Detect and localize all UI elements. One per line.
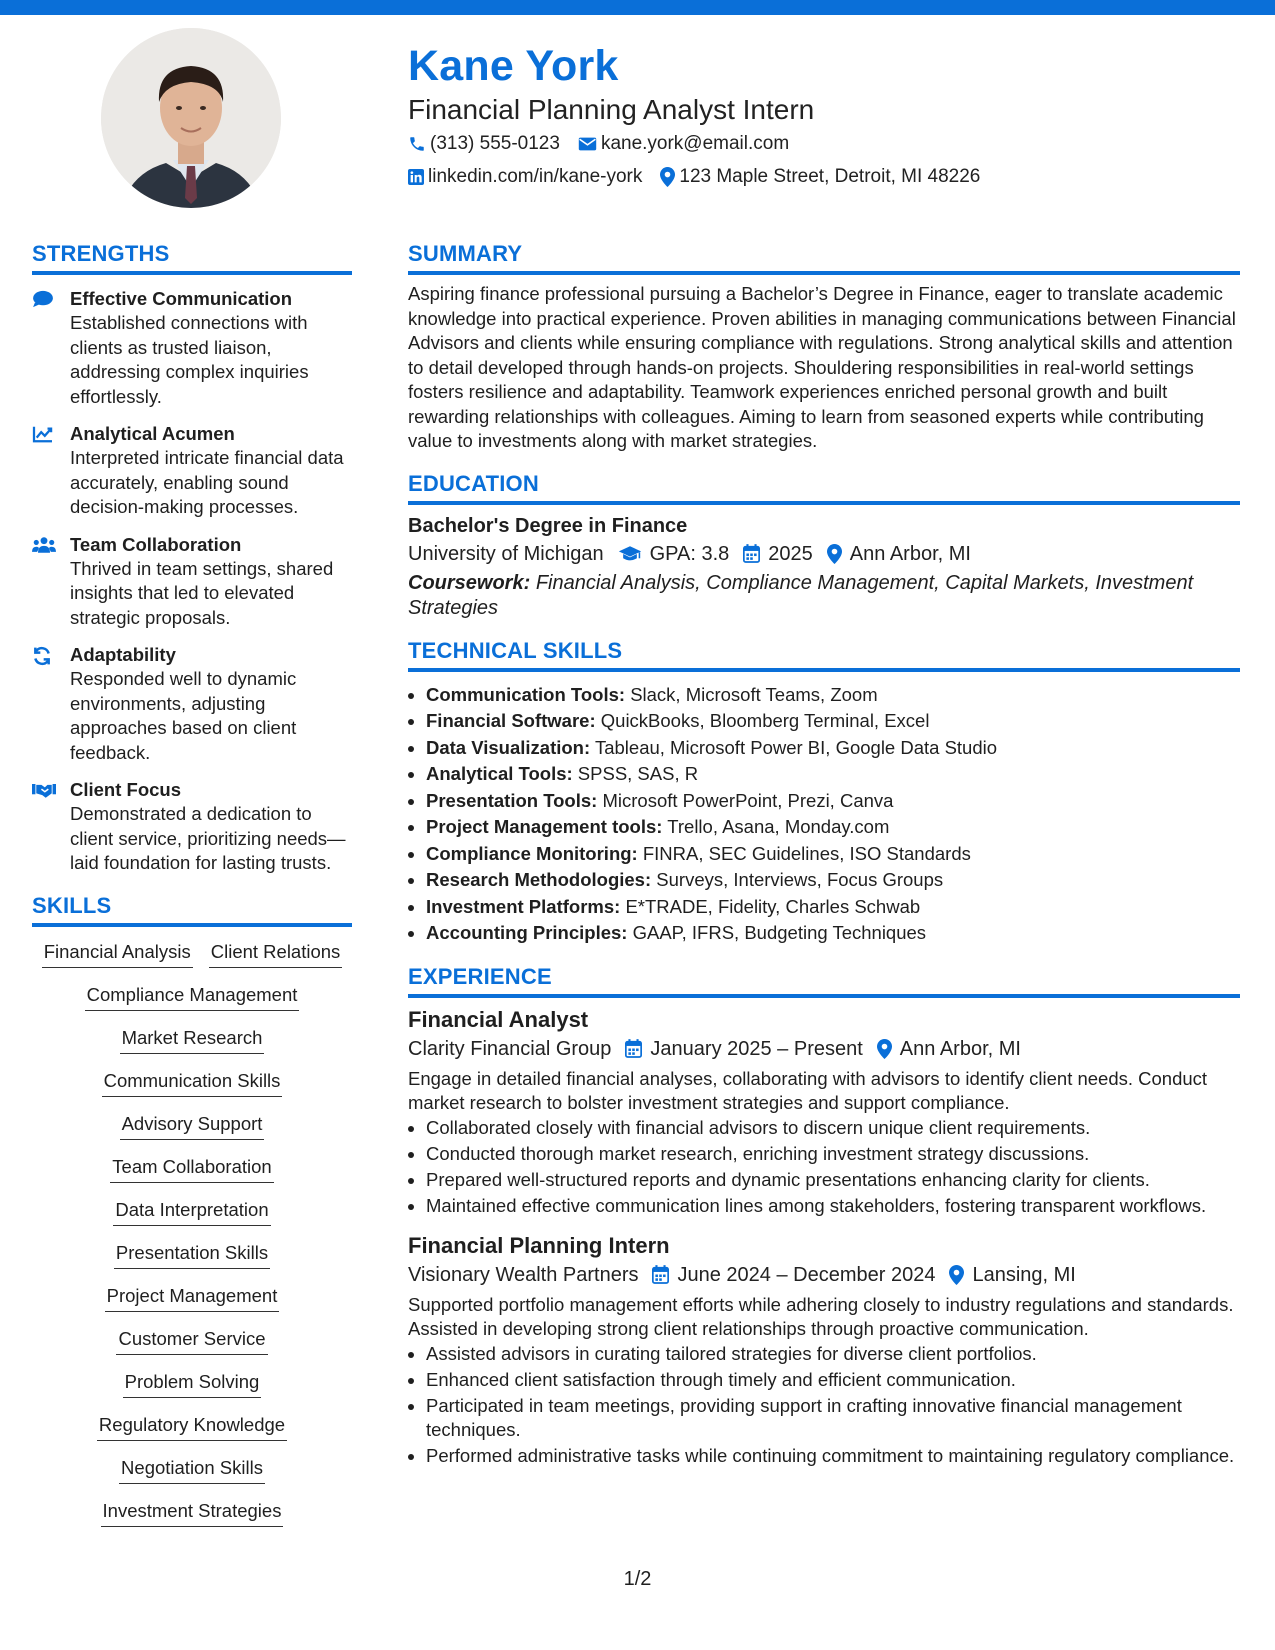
list-item: • Collaborated closely with financial advisors to discern unique client requirements. <box>426 1116 1240 1140</box>
job-description: Engage in detailed financial analyses, collaborating with advisors to identify client needs. Conduct market research to bolster investment strategies and support compliance. <box>408 1067 1208 1113</box>
tech-skill-label: Data Visualization: <box>426 736 591 758</box>
phone-text: (313) 555-0123 <box>430 133 560 154</box>
degree-title: Bachelor's Degree in Finance <box>408 514 688 537</box>
year-text: 2025 <box>768 542 813 565</box>
skill-tag: Presentation Skills <box>114 1242 270 1269</box>
list-item <box>426 735 1240 762</box>
tech-skill-value: Trello, Asana, Monday.com <box>667 816 890 837</box>
linkedin-contact[interactable] <box>408 165 642 189</box>
skill-tag: Client Relations <box>209 941 343 968</box>
list-item <box>426 894 1240 921</box>
job-dates <box>625 1034 862 1064</box>
list-item <box>426 920 1240 947</box>
strength-desc: Thrived in team settings, shared insights that led to elevated strategic proposals. <box>70 557 334 628</box>
candidate-name: Kane York <box>408 42 619 90</box>
education-meta <box>408 539 1240 569</box>
graduation-year <box>743 539 813 569</box>
strengths-list <box>32 287 352 876</box>
tech-skill-label: Accounting Principles: <box>426 922 628 943</box>
skill-tag: Market Research <box>120 1027 265 1054</box>
job-location <box>949 1260 1075 1290</box>
list-item: • Enhanced client satisfaction through timely and efficient communication. <box>426 1368 1240 1392</box>
calendar-icon <box>652 1265 669 1284</box>
tech-skill-label: Compliance Monitoring: <box>426 842 638 864</box>
strength-title: Client Focus <box>70 779 182 800</box>
company-name: Clarity Financial Group <box>408 1037 612 1060</box>
list-item: • Participated in team meetings, providing support in crafting innovative financial management techniques. <box>426 1394 1240 1442</box>
strength-desc: Demonstrated a dedication to client service, prioritizing needs—laid foundation for lasting trusts. <box>70 803 346 873</box>
tech-skill-value: E*TRADE, Fidelity, Charles Schwab <box>625 895 921 917</box>
location-pin-icon <box>827 544 842 564</box>
list-item: • Prepared well-structured reports and dynamic presentations enhancing clarity for clients. <box>426 1168 1240 1192</box>
job-bullets <box>408 1342 1240 1468</box>
job-location <box>877 1034 1021 1064</box>
top-accent-bar <box>0 0 1275 15</box>
linkedin-text: linkedin.com/in/kane-york <box>428 166 643 187</box>
strength-item <box>32 287 352 409</box>
phone-contact[interactable] <box>408 132 560 156</box>
gpa-text: GPA: 3.8 <box>649 542 730 565</box>
job-entry <box>408 1232 1240 1468</box>
job-title: Financial Analyst <box>408 1006 589 1032</box>
right-column <box>408 240 1240 1470</box>
dates-text: January 2025 – Present <box>650 1037 863 1060</box>
location-text: Lansing, MI <box>972 1263 1076 1286</box>
list-item <box>426 841 1240 868</box>
address-text: 123 Maple Street, Detroit, MI 48226 <box>679 166 981 187</box>
profile-photo <box>101 28 281 208</box>
strength-desc: Interpreted intricate financial data accurately, enabling sound decision-making processes. <box>70 447 344 517</box>
strength-title: Adaptability <box>70 644 176 665</box>
education-heading: EDUCATION <box>408 470 1240 505</box>
skill-tag: Investment Strategies <box>101 1500 284 1527</box>
strength-desc: Established connections with clients as trusted liaison, addressing complex inquiries effortlessly. <box>70 312 309 407</box>
tech-skill-label: Financial Software: <box>426 710 596 731</box>
strength-item <box>32 533 352 631</box>
job-meta <box>408 1034 1240 1064</box>
tech-skill-value: Microsoft PowerPoint, Prezi, Canva <box>602 789 894 811</box>
graduation-cap-icon <box>618 545 642 563</box>
skill-tag: Regulatory Knowledge <box>97 1414 287 1441</box>
skill-tag: Data Interpretation <box>113 1199 270 1226</box>
strength-item <box>32 778 352 876</box>
tech-skill-value: QuickBooks, Bloomberg Terminal, Excel <box>600 710 930 731</box>
education-location <box>827 539 971 569</box>
strength-title: Analytical Acumen <box>70 423 235 444</box>
skill-tag: Advisory Support <box>120 1113 265 1140</box>
list-item <box>426 682 1240 709</box>
calendar-icon <box>625 1039 642 1058</box>
strength-title: Effective Communication <box>70 288 293 309</box>
contact-row-1 <box>408 128 1228 160</box>
left-column <box>32 240 352 1543</box>
address-contact <box>660 165 980 189</box>
strength-title: Team Collaboration <box>70 533 242 555</box>
tech-skill-value: SPSS, SAS, R <box>577 763 699 784</box>
tech-skill-label: Analytical Tools: <box>426 763 573 784</box>
tech-skill-label: Project Management tools: <box>426 816 663 837</box>
tech-skill-label: Research Methodologies: <box>426 869 652 890</box>
skill-tag: Negotiation Skills <box>119 1457 265 1484</box>
skills-heading: SKILLS <box>32 892 352 927</box>
tech-skill-value: GAAP, IFRS, Budgeting Techniques <box>632 922 927 943</box>
strengths-heading: STRENGTHS <box>32 240 352 275</box>
contact-row-2 <box>408 161 1228 193</box>
job-dates <box>652 1260 935 1290</box>
skill-tag: Customer Service <box>116 1328 267 1355</box>
school-name: University of Michigan <box>408 542 604 565</box>
chat-bubble-icon <box>32 290 54 308</box>
phone-icon <box>408 135 426 153</box>
job-title: Financial Planning Intern <box>408 1232 670 1258</box>
job-bullets <box>408 1116 1240 1218</box>
email-contact[interactable] <box>578 132 789 156</box>
job-meta <box>408 1260 1240 1290</box>
technical-skills-list <box>408 682 1240 947</box>
tech-skill-value: FINRA, SEC Guidelines, ISO Standards <box>642 842 971 864</box>
strength-desc: Responded well to dynamic environments, adjusting approaches based on client feedback. <box>70 668 297 763</box>
tech-skill-label: Investment Platforms: <box>426 895 621 917</box>
tech-skill-value: Tableau, Microsoft Power BI, Google Data Studio <box>594 736 998 758</box>
skill-tag: Compliance Management <box>85 984 300 1011</box>
job-description: Supported portfolio management efforts while adhering closely to industry regulations and standards. Assisted in developing strong client relationships through proactive communication. <box>408 1293 1234 1339</box>
tech-skill-label: Presentation Tools: <box>426 789 598 811</box>
list-item: • Performed administrative tasks while continuing commitment to maintaining regulatory compliance. <box>426 1444 1240 1468</box>
technical-skills-heading: TECHNICAL SKILLS <box>408 637 1240 672</box>
list-item: • Assisted advisors in curating tailored strategies for diverse client portfolios. <box>426 1342 1240 1366</box>
strength-item <box>32 422 352 520</box>
company-name: Visionary Wealth Partners <box>408 1263 639 1286</box>
location-pin-icon <box>877 1039 892 1059</box>
gpa <box>618 539 730 569</box>
envelope-icon <box>578 136 597 152</box>
page-number: 1/2 <box>623 1568 652 1590</box>
dates-text: June 2024 – December 2024 <box>677 1263 936 1286</box>
location-pin-icon <box>949 1265 964 1285</box>
experience-heading: EXPERIENCE <box>408 963 1240 998</box>
job-entry <box>408 1006 1240 1218</box>
resume-header <box>408 40 1228 193</box>
tech-skill-value: Surveys, Interviews, Focus Groups <box>656 869 944 890</box>
coursework-label: Coursework: <box>408 571 531 594</box>
tech-skill-value: Slack, Microsoft Teams, Zoom <box>630 683 878 705</box>
list-item: • Maintained effective communication lines among stakeholders, fostering transparent workflows. <box>426 1194 1240 1218</box>
calendar-icon <box>743 544 760 563</box>
summary-text: Aspiring finance professional pursuing a Bachelor’s Degree in Finance, eager to translate academic knowledge into practical experience. Proven abilities in managing communications between Financial Advisors and clients while ensuring compliance with regulations. Strong analytical skills and attention to detail developed through hands-on projects. Shouldering responsibilities in real-world settings fosters resilience and adaptability. Teamwork experiences enriched personal growth and built rewarding relationships with colleagues. Aiming to learn from seasoned experts while contributing value to investments along with market strategies. <box>408 283 1236 451</box>
candidate-title: Financial Planning Analyst Intern <box>408 94 815 125</box>
linkedin-icon <box>408 169 424 185</box>
skill-tag: Team Collaboration <box>110 1156 273 1183</box>
list-item: • Conducted thorough market research, enriching investment strategy discussions. <box>426 1142 1240 1166</box>
sync-icon <box>32 646 52 666</box>
coursework <box>408 571 1240 621</box>
skills-list <box>32 941 352 1543</box>
users-icon <box>32 536 56 554</box>
line-chart-icon <box>32 425 54 443</box>
location-pin-icon <box>660 167 675 187</box>
skill-tag: Problem Solving <box>123 1371 262 1398</box>
list-item <box>426 761 1240 788</box>
location-text: Ann Arbor, MI <box>849 542 971 565</box>
handshake-icon <box>32 781 56 799</box>
list-item <box>426 788 1240 815</box>
tech-skill-label: Communication Tools: <box>426 683 626 705</box>
location-text: Ann Arbor, MI <box>899 1037 1021 1060</box>
list-item <box>426 708 1240 735</box>
skill-tag: Project Management <box>105 1285 280 1312</box>
list-item <box>426 814 1240 841</box>
skill-tag: Financial Analysis <box>42 941 193 968</box>
coursework-text: Financial Analysis, Compliance Management, Capital Markets, Investment Strategies <box>408 571 1194 619</box>
strength-item <box>32 643 352 765</box>
skill-tag: Communication Skills <box>102 1070 283 1097</box>
summary-heading: SUMMARY <box>408 240 1240 275</box>
email-text: kane.york@email.com <box>600 133 790 154</box>
list-item <box>426 867 1240 894</box>
